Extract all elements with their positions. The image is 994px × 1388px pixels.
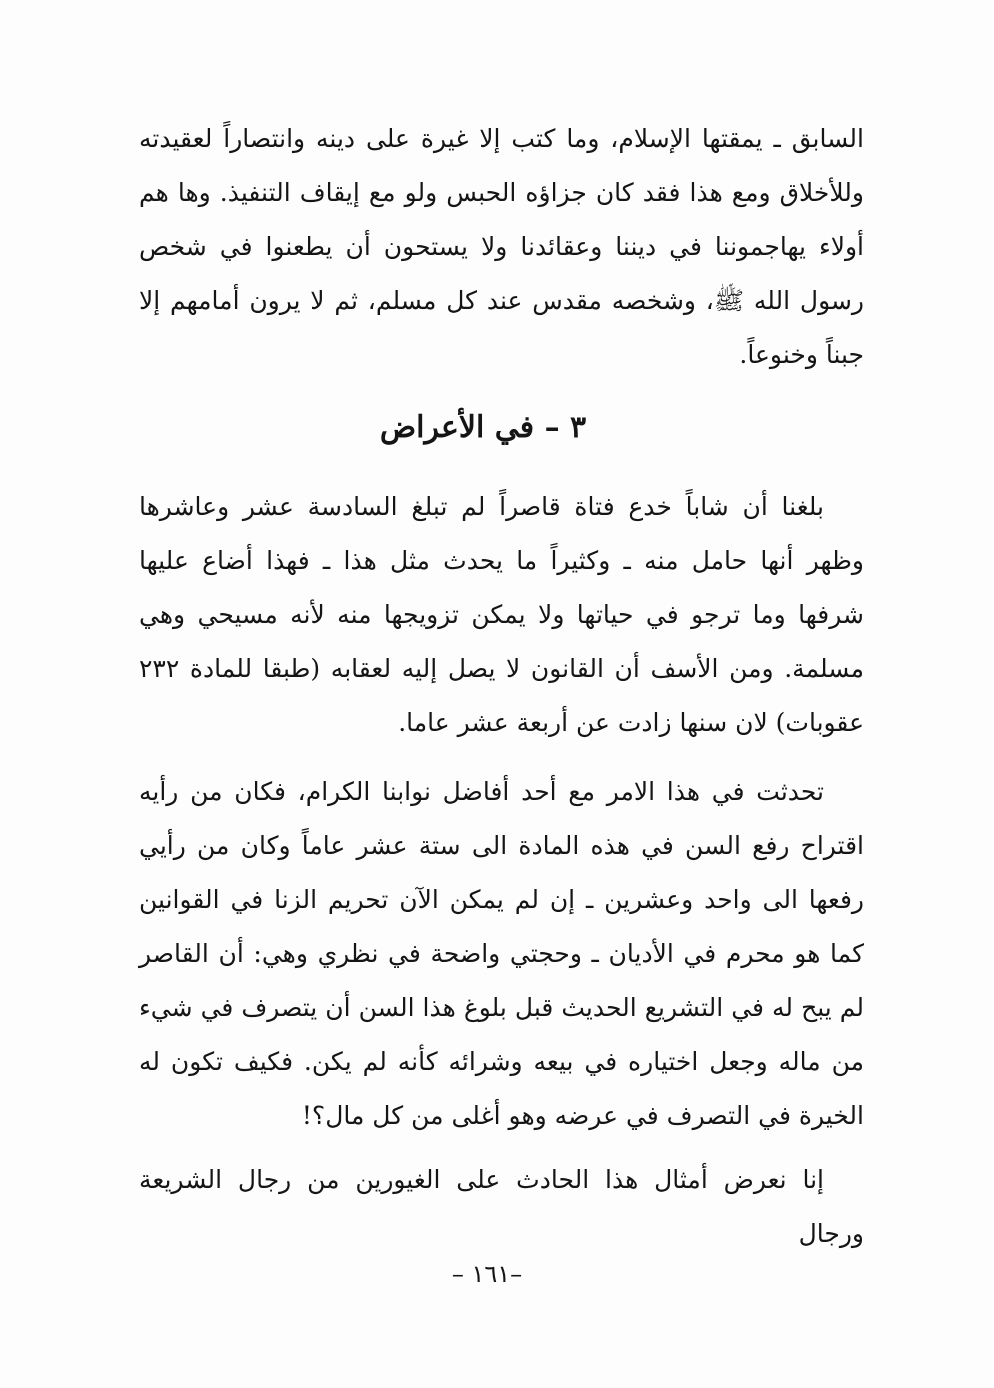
page-number — [0, 1258, 994, 1290]
paragraph-incident — [139, 480, 864, 750]
paragraph-text: إنا نعرض أمثال هذا الحادث على الغيورين من رجال الشريعة ورجال — [139, 1165, 864, 1248]
paragraph-text: تحدثت في هذا الامر مع أحد أفاضل نوابنا الكرام، فكان من رأيه اقتراح رفع السن في هذه المادة الى ستة عشر عاماً وكان من رأيي رفعها الى واحد وعشرين ـ إن لم يمكن الآن تحريم الزنا في القوانين كما هو محرم في الأديان ـ وحجتي واضحة في نظري وهي: أن القاصر لم يبح له في التشريع الحديث قبل بلوغ هذا السن أن يتصرف في شيء من ماله وجعل اختياره في بيعه وشرائه كأنه لم يكن. فكيف تكون له الخيرة في التصرف في عرضه وهو أغلى من كل مال؟! — [139, 777, 864, 1130]
paragraph-proposal — [139, 765, 864, 1143]
paragraph-closing — [139, 1153, 864, 1261]
paragraph-text: السابق ـ يمقتها الإسلام، وما كتب إلا غيرة على دينه وانتصاراً لعقيدته وللأخلاق ومع هذا فقد كان جزاؤه الحبس ولو مع إيقاف التنفيذ. وها هم أولاء يهاجموننا في ديننا وعقائدنا ولا يستحون أن يطعنوا في شخص رسول الله ﷺ، وشخصه مقدس عند كل مسلم، ثم لا يرون أمامهم إلا جبناً وخنوعاً. — [139, 124, 864, 369]
page-number-text: –١٦١ – — [451, 1260, 523, 1288]
section-heading — [0, 404, 994, 452]
paragraph-continuation — [139, 112, 864, 382]
paragraph-text: بلغنا أن شاباً خدع فتاة قاصراً لم تبلغ السادسة عشر وعاشرها وظهر أنها حامل منه ـ وكثيراً ما يحدث مثل هذا ـ فهذا أضاع عليها شرفها وما ترجو في حياتها ولا يمكن تزويجها منه لأنه مسيحي وهي مسلمة. ومن الأسف أن القانون لا يصل إليه لعقابه (طبقا للمادة ٢٣٢ عقوبات) لان سنها زادت عن أربعة عشر عاما. — [139, 492, 864, 737]
section-heading-text: ٣ – في الأعراض — [379, 410, 587, 445]
